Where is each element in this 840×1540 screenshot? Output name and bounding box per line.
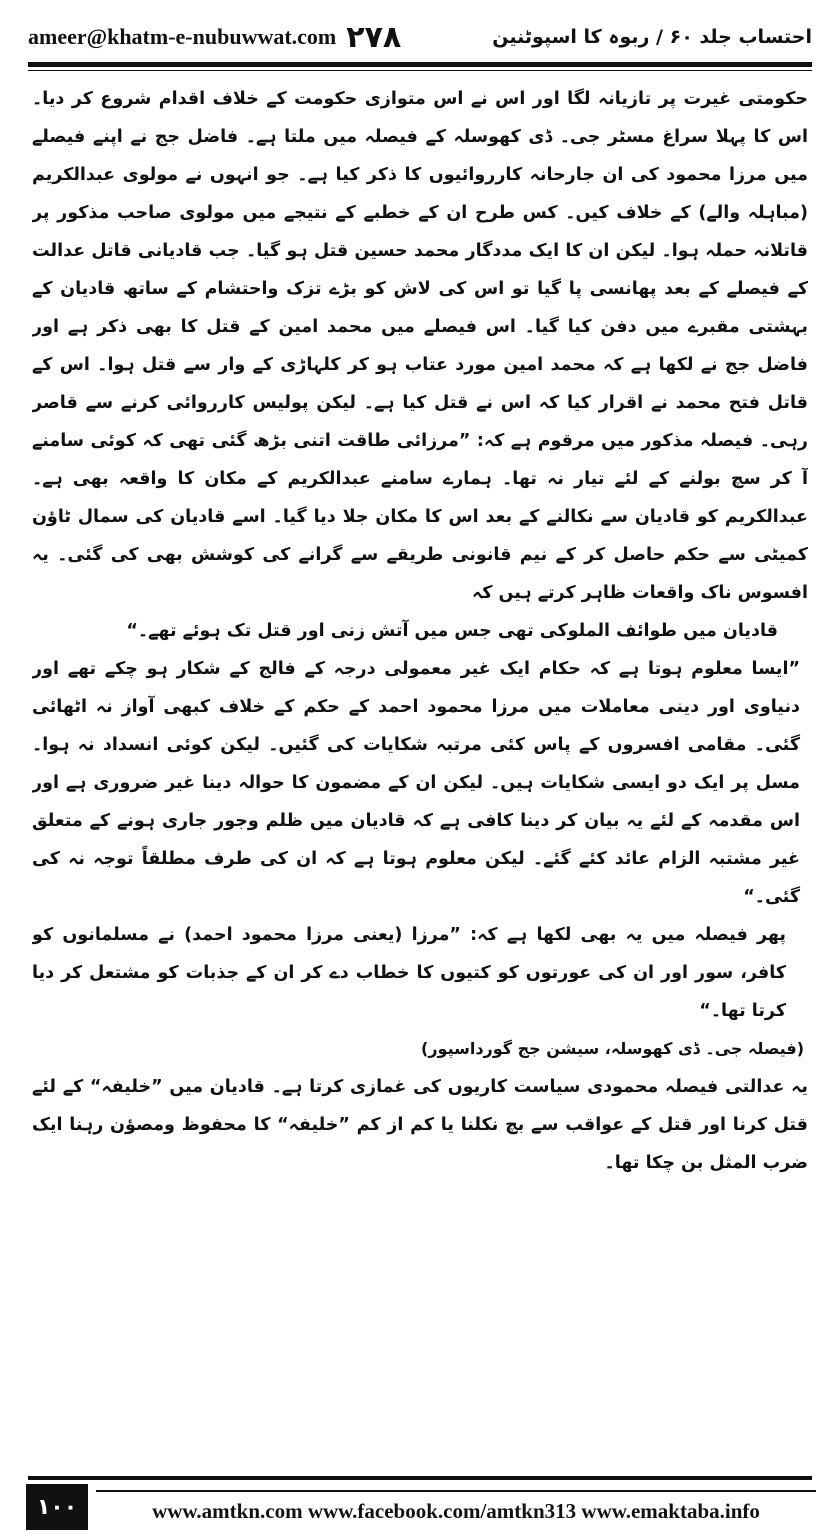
paragraph-3: پھر فیصلہ میں یہ بھی لکھا ہے کہ: ”مرزا (یعنی مرزا محمود احمد) نے مسلمانوں کو کافر، سور اور ان کی عورتوں کو کتیوں کا خطاب دے کر ان کے جذبات کو مشتعل کر دیا کرتا تھا۔“ [32, 925, 786, 1021]
page-body [32, 80, 808, 1444]
paragraph-2: ”ایسا معلوم ہوتا ہے کہ حکام ایک غیر معمولی درجہ کے فالج کے شکار ہو چکے تھے اور دنیاوی اور دینی معاملات میں مرزا محمود احمد کے حکم کے خلاف کبھی آواز نہ اٹھائی گئی۔ مقامی افسروں کے پاس کئی مرتبہ شکایات کی گئیں۔ لیکن کوئی انسداد نہ ہوا۔ مسل پر ایک دو ایسی شکایات ہیں۔ لیکن ان کے مضمون کا حوالہ دینا غیر ضروری ہے اور اس مقدمہ کے لئے یہ بیان کر دینا کافی ہے کہ قادیان میں ظلم وجور جاری ہونے کے متعلق غیر مشتبہ الزام عائد کئے گئے۔ لیکن معلوم ہوتا ہے کہ ان کی طرف مطلقاً توجہ نہ کی گئی۔“ [32, 659, 800, 907]
header-rule [28, 62, 812, 67]
footer-bar [96, 1490, 816, 1530]
paragraph-4: یہ عدالتی فیصلہ محمودی سیاست کاریوں کی غمازی کرتا ہے۔ قادیان میں ”خلیفہ“ کے لئے قتل کرنا اور قتل کے عواقب سے بچ نکلنا یا کم از کم ”خلیفہ“ کا محفوظ ومصؤن رہنا ایک ضرب المثل بن چکا تھا۔ [32, 1077, 808, 1173]
header-rule-thin [28, 70, 812, 71]
header-page-number: ۲۷۸ [346, 19, 402, 55]
paragraph-1-end: قادیان میں طوائف الملوکی تھی جس میں آتش زنی اور قتل تک ہوئے تھے۔“ [126, 621, 778, 641]
page-header [28, 14, 812, 60]
page-footer [0, 1476, 840, 1540]
header-left-group [28, 20, 401, 55]
paragraph-1: حکومتی غیرت پر تازیانہ لگا اور اس نے اس متوازی حکومت کے خلاف اقدام شروع کر دیا۔ اس کا پہلا سراغ مسٹر جی۔ ڈی کھوسلہ کے فیصلہ میں ملتا ہے۔ فاضل جج نے اپنے فیصلے میں مرزا محمود کی ان جارحانہ کارروائیوں کا ذکر کیا ہے۔ جو انہوں نے مولوی عبدالکریم (مباہلہ والے) کے خلاف کیں۔ کس طرح ان کے خطبے کے نتیجے میں مولوی صاحب مذکور پر قاتلانہ حملہ ہوا۔ لیکن ان کا ایک مددگار محمد حسین قتل ہو گیا۔ جب قادیانی قاتل عدالت کے فیصلے کے بعد پھانسی پا گیا تو اس کی لاش کو بڑے تزک واحتشام کے ساتھ قادیان کے بہشتی مقبرے میں دفن کیا گیا۔ اس فیصلے میں محمد امین کے قتل کا بھی ذکر ہے اور فاضل جج نے لکھا ہے کہ محمد امین مورد عتاب ہو کر کلہاڑی کے وار سے قتل ہوا۔ اس کے قاتل فتح محمد نے اقرار کیا کہ اس نے قتل کیا ہے۔ لیکن پولیس کارروائی کرنے سے قاصر رہی۔ فیصلہ مذکور میں مرقوم ہے کہ: ”مرزائی طاقت اتنی بڑھ گئی تھی کہ کوئی سامنے آ کر سچ بولنے کے لئے تیار نہ تھا۔ ہمارے سامنے عبدالکریم کے مکان کا واقعہ بھی ہے۔ عبدالکریم کو قادیان سے نکالنے کے بعد اس کا مکان جلا دیا گیا۔ اسے قادیان کی سمال ٹاؤن کمیٹی سے حکم حاصل کر کے نیم قانونی طریقے سے گرانے کی کوشش بھی کی گئی۔ یہ افسوس ناک واقعات ظاہر کرتے ہیں کہ [32, 89, 808, 603]
footer-rule [28, 1476, 812, 1480]
running-head: احتساب جلد ۶۰ / ربوہ کا اسپوٹنین [492, 26, 812, 48]
footer-page-number: ۱۰۰ [26, 1484, 88, 1530]
citation: (فیصلہ جی۔ ڈی کھوسلہ، سیشن جج گورداسپور) [421, 1039, 804, 1058]
header-email: ameer@khatm-e-nubuwwat.com [28, 24, 337, 49]
footer-urls: www.amtkn.com www.facebook.com/amtkn313 www.emaktaba.info [152, 1498, 760, 1523]
